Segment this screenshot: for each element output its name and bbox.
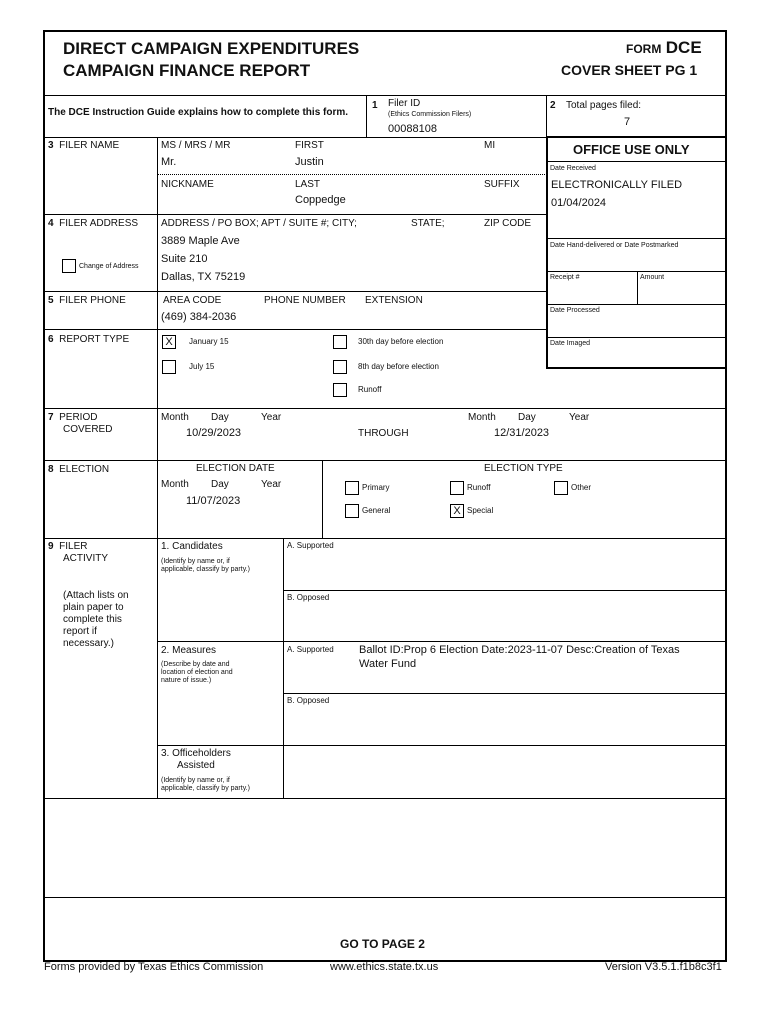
filer-address-label [48, 218, 138, 229]
total-pages-label: Total pages filed: [566, 100, 642, 111]
election-month-label: Month [161, 479, 189, 490]
election-day-label: Day [211, 479, 229, 490]
july-15-label: July 15 [189, 362, 215, 371]
attach-line: (Attach lists on [63, 590, 129, 601]
election-year-label: Year [261, 479, 282, 490]
30th-day-label: 30th day before election [358, 337, 444, 346]
note-line: (Describe by date and [161, 661, 230, 668]
period-year-label-2: Year [569, 412, 590, 423]
general-label: General [362, 506, 391, 515]
activity-text1: FILER [59, 541, 88, 552]
8th-day-label: 8th day before election [358, 362, 439, 371]
divider [366, 95, 367, 137]
zip-label: ZIP CODE [484, 218, 532, 229]
divider [322, 460, 323, 538]
divider [546, 161, 727, 162]
filer-phone-text: FILER PHONE [59, 295, 126, 306]
filer-name-text: FILER NAME [59, 140, 120, 151]
state-label: STATE; [411, 218, 445, 229]
divider [43, 798, 727, 799]
divider [283, 538, 284, 798]
footer-url[interactable]: www.ethics.state.tx.us [330, 961, 439, 973]
change-of-address-label: Change of Address [79, 263, 139, 270]
candidates-opposed-label: B. Opposed [287, 593, 330, 602]
address-line1: 3889 Maple Ave [161, 235, 240, 247]
filer-phone-label [48, 295, 126, 306]
period-text1: PERIOD [59, 412, 98, 423]
period-num: 7 [48, 412, 54, 423]
candidates-supported-label: A. Supported [287, 541, 334, 550]
extension-label: EXTENSION [365, 295, 423, 306]
office-use-title: OFFICE USE ONLY [573, 142, 690, 157]
general-checkbox[interactable] [345, 504, 359, 518]
date-received-value1: ELECTRONICALLY FILED [551, 179, 683, 191]
divider [43, 291, 547, 292]
activity-label [48, 541, 87, 552]
filer-id-value: 00088108 [388, 123, 437, 135]
prefix-label: MS / MRS / MR [161, 140, 231, 151]
candidates-label: 1. Candidates [161, 541, 223, 552]
divider [546, 304, 727, 305]
election-label [48, 464, 109, 475]
divider [157, 745, 727, 746]
instructions-text: The DCE Instruction Guide explains how to complete this form. [48, 107, 349, 118]
address-line3: Dallas, TX 75219 [161, 271, 246, 283]
period-month-label: Month [161, 412, 189, 423]
july-15-checkbox[interactable] [162, 360, 176, 374]
date-processed-label: Date Processed [550, 307, 600, 314]
officeholders-label1: 3. Officeholders [161, 748, 231, 759]
amount-label: Amount [640, 274, 665, 281]
measure-value-line1: Ballot ID:Prop 6 Election Date:2023-11-07 Desc:Creation of Texas [359, 644, 680, 656]
january-15-label: January 15 [189, 337, 229, 346]
measures-opposed-label: B. Opposed [287, 696, 330, 705]
election-runoff-checkbox[interactable] [450, 481, 464, 495]
address-line2: Suite 210 [161, 253, 208, 265]
january-15-checkbox[interactable]: X [162, 335, 176, 349]
suffix-label: SUFFIX [484, 179, 520, 190]
form-label [626, 38, 702, 58]
period-to: 12/31/2023 [494, 427, 550, 439]
divider [546, 95, 547, 137]
form-word: FORM [626, 42, 662, 56]
election-type-label: ELECTION TYPE [484, 463, 563, 474]
phone-value: (469) 384-2036 [161, 311, 237, 323]
divider [283, 693, 727, 694]
activity-label2: ACTIVITY [63, 553, 109, 564]
period-through: THROUGH [358, 428, 409, 439]
divider [43, 329, 547, 330]
filer-name-label [48, 140, 119, 151]
other-label: Other [571, 483, 592, 492]
date-received-value2: 01/04/2024 [551, 197, 607, 209]
first-value: Justin [295, 156, 324, 168]
special-checkbox[interactable]: X [450, 504, 464, 518]
filer-address-num: 4 [48, 218, 54, 229]
election-date-label: ELECTION DATE [196, 463, 275, 474]
election-date-value: 11/07/2023 [186, 495, 241, 507]
divider [157, 174, 547, 175]
receipt-label: Receipt # [550, 274, 580, 281]
officeholders-label2: Assisted [177, 760, 215, 771]
cover-sheet-label: COVER SHEET PG 1 [561, 62, 698, 78]
prefix-value: Mr. [161, 156, 177, 168]
filer-phone-num: 5 [48, 295, 54, 306]
election-text: ELECTION [59, 464, 110, 475]
divider [43, 95, 727, 96]
form-title-line1: DIRECT CAMPAIGN EXPENDITURES [63, 39, 360, 58]
period-month-label-2: Month [468, 412, 496, 423]
address-header: ADDRESS / PO BOX; APT / SUITE #; CITY; [161, 218, 357, 229]
filer-id-label: Filer ID [388, 98, 421, 109]
filer-id-num: 1 [372, 100, 378, 111]
divider [43, 137, 547, 138]
note-line: applicable, classify by party.) [161, 785, 250, 792]
candidates-note [161, 558, 250, 574]
attach-note [63, 590, 129, 650]
measures-label: 2. Measures [161, 645, 217, 656]
note-line: applicable, classify by party.) [161, 566, 250, 573]
divider [43, 460, 727, 461]
note-line: (Identify by name or, if [161, 558, 230, 565]
measures-note [161, 661, 233, 685]
attach-line: report if [63, 626, 97, 637]
8th-day-checkbox[interactable] [333, 360, 347, 374]
first-label: FIRST [295, 140, 324, 151]
note-line: (Identify by name or, if [161, 777, 230, 784]
divider [546, 337, 727, 338]
period-day-label-2: Day [518, 412, 536, 423]
period-year-label: Year [261, 412, 282, 423]
measure-value-line2: Water Fund [359, 658, 417, 670]
attach-line: plain paper to [63, 602, 124, 613]
date-imaged-label: Date Imaged [550, 340, 591, 347]
measures-supported-label: A. Supported [287, 645, 334, 654]
report-type-num: 6 [48, 334, 54, 345]
form-title-line2: CAMPAIGN FINANCE REPORT [63, 61, 311, 80]
30th-day-checkbox[interactable] [333, 335, 347, 349]
activity-num: 9 [48, 541, 54, 552]
filer-name-num: 3 [48, 140, 54, 151]
total-pages-num: 2 [550, 100, 556, 111]
last-label: LAST [295, 179, 321, 190]
election-runoff-label: Runoff [467, 483, 491, 492]
go-to-page-2: GO TO PAGE 2 [340, 937, 425, 951]
change-of-address-checkbox[interactable] [62, 259, 76, 273]
total-pages-value: 7 [624, 116, 631, 128]
primary-checkbox[interactable] [345, 481, 359, 495]
divider [43, 408, 727, 409]
divider [43, 538, 727, 539]
phone-number-label: PHONE NUMBER [264, 295, 346, 306]
runoff-checkbox[interactable] [333, 383, 347, 397]
report-type-text: REPORT TYPE [59, 334, 130, 345]
date-hand-label: Date Hand-delivered or Date Postmarked [550, 242, 679, 249]
area-code-label: AREA CODE [163, 295, 222, 306]
note-line: nature of issue.) [161, 677, 212, 684]
other-checkbox[interactable] [554, 481, 568, 495]
period-from: 10/29/2023 [186, 427, 242, 439]
divider [43, 897, 727, 898]
nickname-label: NICKNAME [161, 179, 214, 190]
mi-label: MI [484, 140, 496, 151]
divider [283, 590, 727, 591]
period-label2: COVERED [63, 424, 113, 435]
form-code: DCE [665, 38, 702, 57]
election-num: 8 [48, 464, 54, 475]
runoff-label: Runoff [358, 385, 382, 394]
attach-line: necessary.) [63, 638, 114, 649]
report-type-label [48, 334, 129, 345]
attach-line: complete this [63, 614, 122, 625]
note-line: location of election and [161, 669, 233, 676]
last-value: Coppedge [295, 194, 346, 206]
divider [157, 641, 727, 642]
footer-version: Version V3.5.1.f1b8c3f1 [605, 961, 722, 973]
divider [157, 137, 158, 798]
primary-label: Primary [362, 483, 390, 492]
footer-provider: Forms provided by Texas Ethics Commission [44, 961, 264, 973]
divider [43, 214, 547, 215]
officeholders-note [161, 777, 250, 793]
date-received-label: Date Received [550, 165, 596, 172]
filer-address-text: FILER ADDRESS [59, 218, 139, 229]
period-day-label: Day [211, 412, 229, 423]
filer-id-sub: (Ethics Commission Filers) [388, 111, 472, 118]
divider [546, 238, 727, 239]
period-label [48, 412, 97, 423]
special-label: Special [467, 506, 494, 515]
divider [637, 271, 638, 304]
